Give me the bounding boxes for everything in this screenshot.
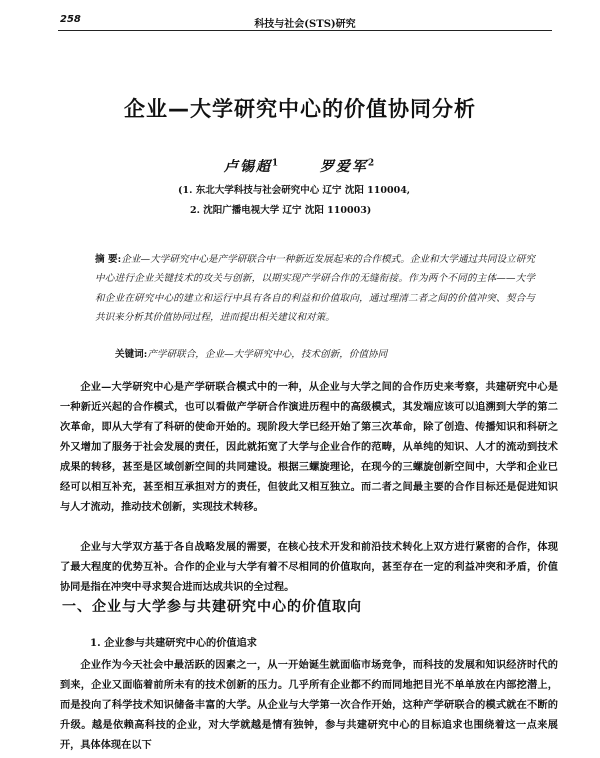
body-paragraph-2: 企业与大学双方基于各自战略发展的需要，在核心技术开发和前沿技术转化上双方进行紧密的合作，体现了最大程度的优势互补。合作的企业与大学有着不尽相同的价值取向，甚至存在一定的利益冲突和矛盾，价值协同是指在冲突中寻求契合进而达成共识的全过程。 — [60, 541, 558, 593]
abstract-label: 摘 要: — [95, 254, 122, 265]
journal-name: 科技与社会(STS)研究 — [254, 19, 356, 30]
page-number: 258 — [60, 14, 81, 25]
page-header — [58, 12, 552, 31]
author-2-affiliation-mark: 2 — [367, 158, 377, 169]
author-2: 罗爱军 — [319, 159, 368, 175]
keywords — [115, 346, 387, 360]
keywords-text: 产学研联合，企业—大学研究中心，技术创新，价值协同 — [147, 349, 388, 360]
affiliation-2: 2. 沈阳广播电视大学 辽宁 沈阳 110003) — [190, 205, 372, 216]
abstract — [95, 250, 535, 328]
body-paragraph-3: 企业作为今天社会中最活跃的因素之一，从一开始诞生就面临市场竞争，而科技的发展和知识经济时代的到来，企业又面临着前所未有的技术创新的压力。几乎所有企业都不约而同地把目光不单单放在内部挖潜上，而是投向了科学技术知识储备丰富的大学。从企业与大学第一次合作开始，这种产学研联合的模式就在不断的升级。越是依赖高科技的企业，对大学就越是情有独钟，参与共建研究中心的目标追求也围绕着这一点来展开，具体体现在以下 — [60, 659, 558, 751]
body-paragraph-1: 企业—大学研究中心是产学研联合模式中的一种，从企业与大学之间的合作历史来考察，共建研究中心是一种新近兴起的合作模式，也可以看做产学研合作演进历程中的高级模式，其发端应该可以追溯到大学的第二次革命，即从大学有了科研的使命开始的。现阶段大学已经开始了第三次革命，除了创造、传播知识和科研之外又增加了服务于社会发展的责任，因此就拓宽了大学与企业合作的范畴，从单纯的知识、人才的流动到技术成果的转移，甚至是区域创新空间的共同建设。根据三螺旋理论，在现今的三螺旋创新空间中，大学和企业已经可以相互补充，甚至相互承担对方的责任，但彼此又相互独立。而二者之间最主要的合作目标还是促进知识与人才流动，推动技术创新，实现技术转移。 — [60, 381, 558, 513]
keywords-label: 关键词: — [115, 349, 148, 360]
paper-title: 企业—大学研究中心的价值协同分析 — [124, 97, 476, 121]
section-heading-1: 一、企业与大学参与共建研究中心的价值取向 — [62, 599, 362, 615]
affiliation-1: (1. 东北大学科技与社会研究中心 辽宁 沈阳 110004, — [178, 185, 411, 196]
subsection-heading-1: 1. 企业参与共建研究中心的价值追求 — [90, 637, 257, 649]
author-line — [0, 156, 600, 176]
author-1: 卢锡超 — [223, 159, 272, 175]
abstract-text: 企业—大学研究中心是产学研联合中一种新近发展起来的合作模式。企业和大学通过共同设立研究中心进行企业关键技术的攻关与创新，以期实现产学研合作的无缝衔接。作为两个不同的主体——大学和企业在研究中心的建立和运行中具有各自的利益和价值取向，通过理清二者之间的价值冲突、契合与共识来分析其价值协同过程，进而提出相关建议和对策。 — [95, 254, 536, 324]
author-1-affiliation-mark: 1 — [271, 158, 281, 169]
